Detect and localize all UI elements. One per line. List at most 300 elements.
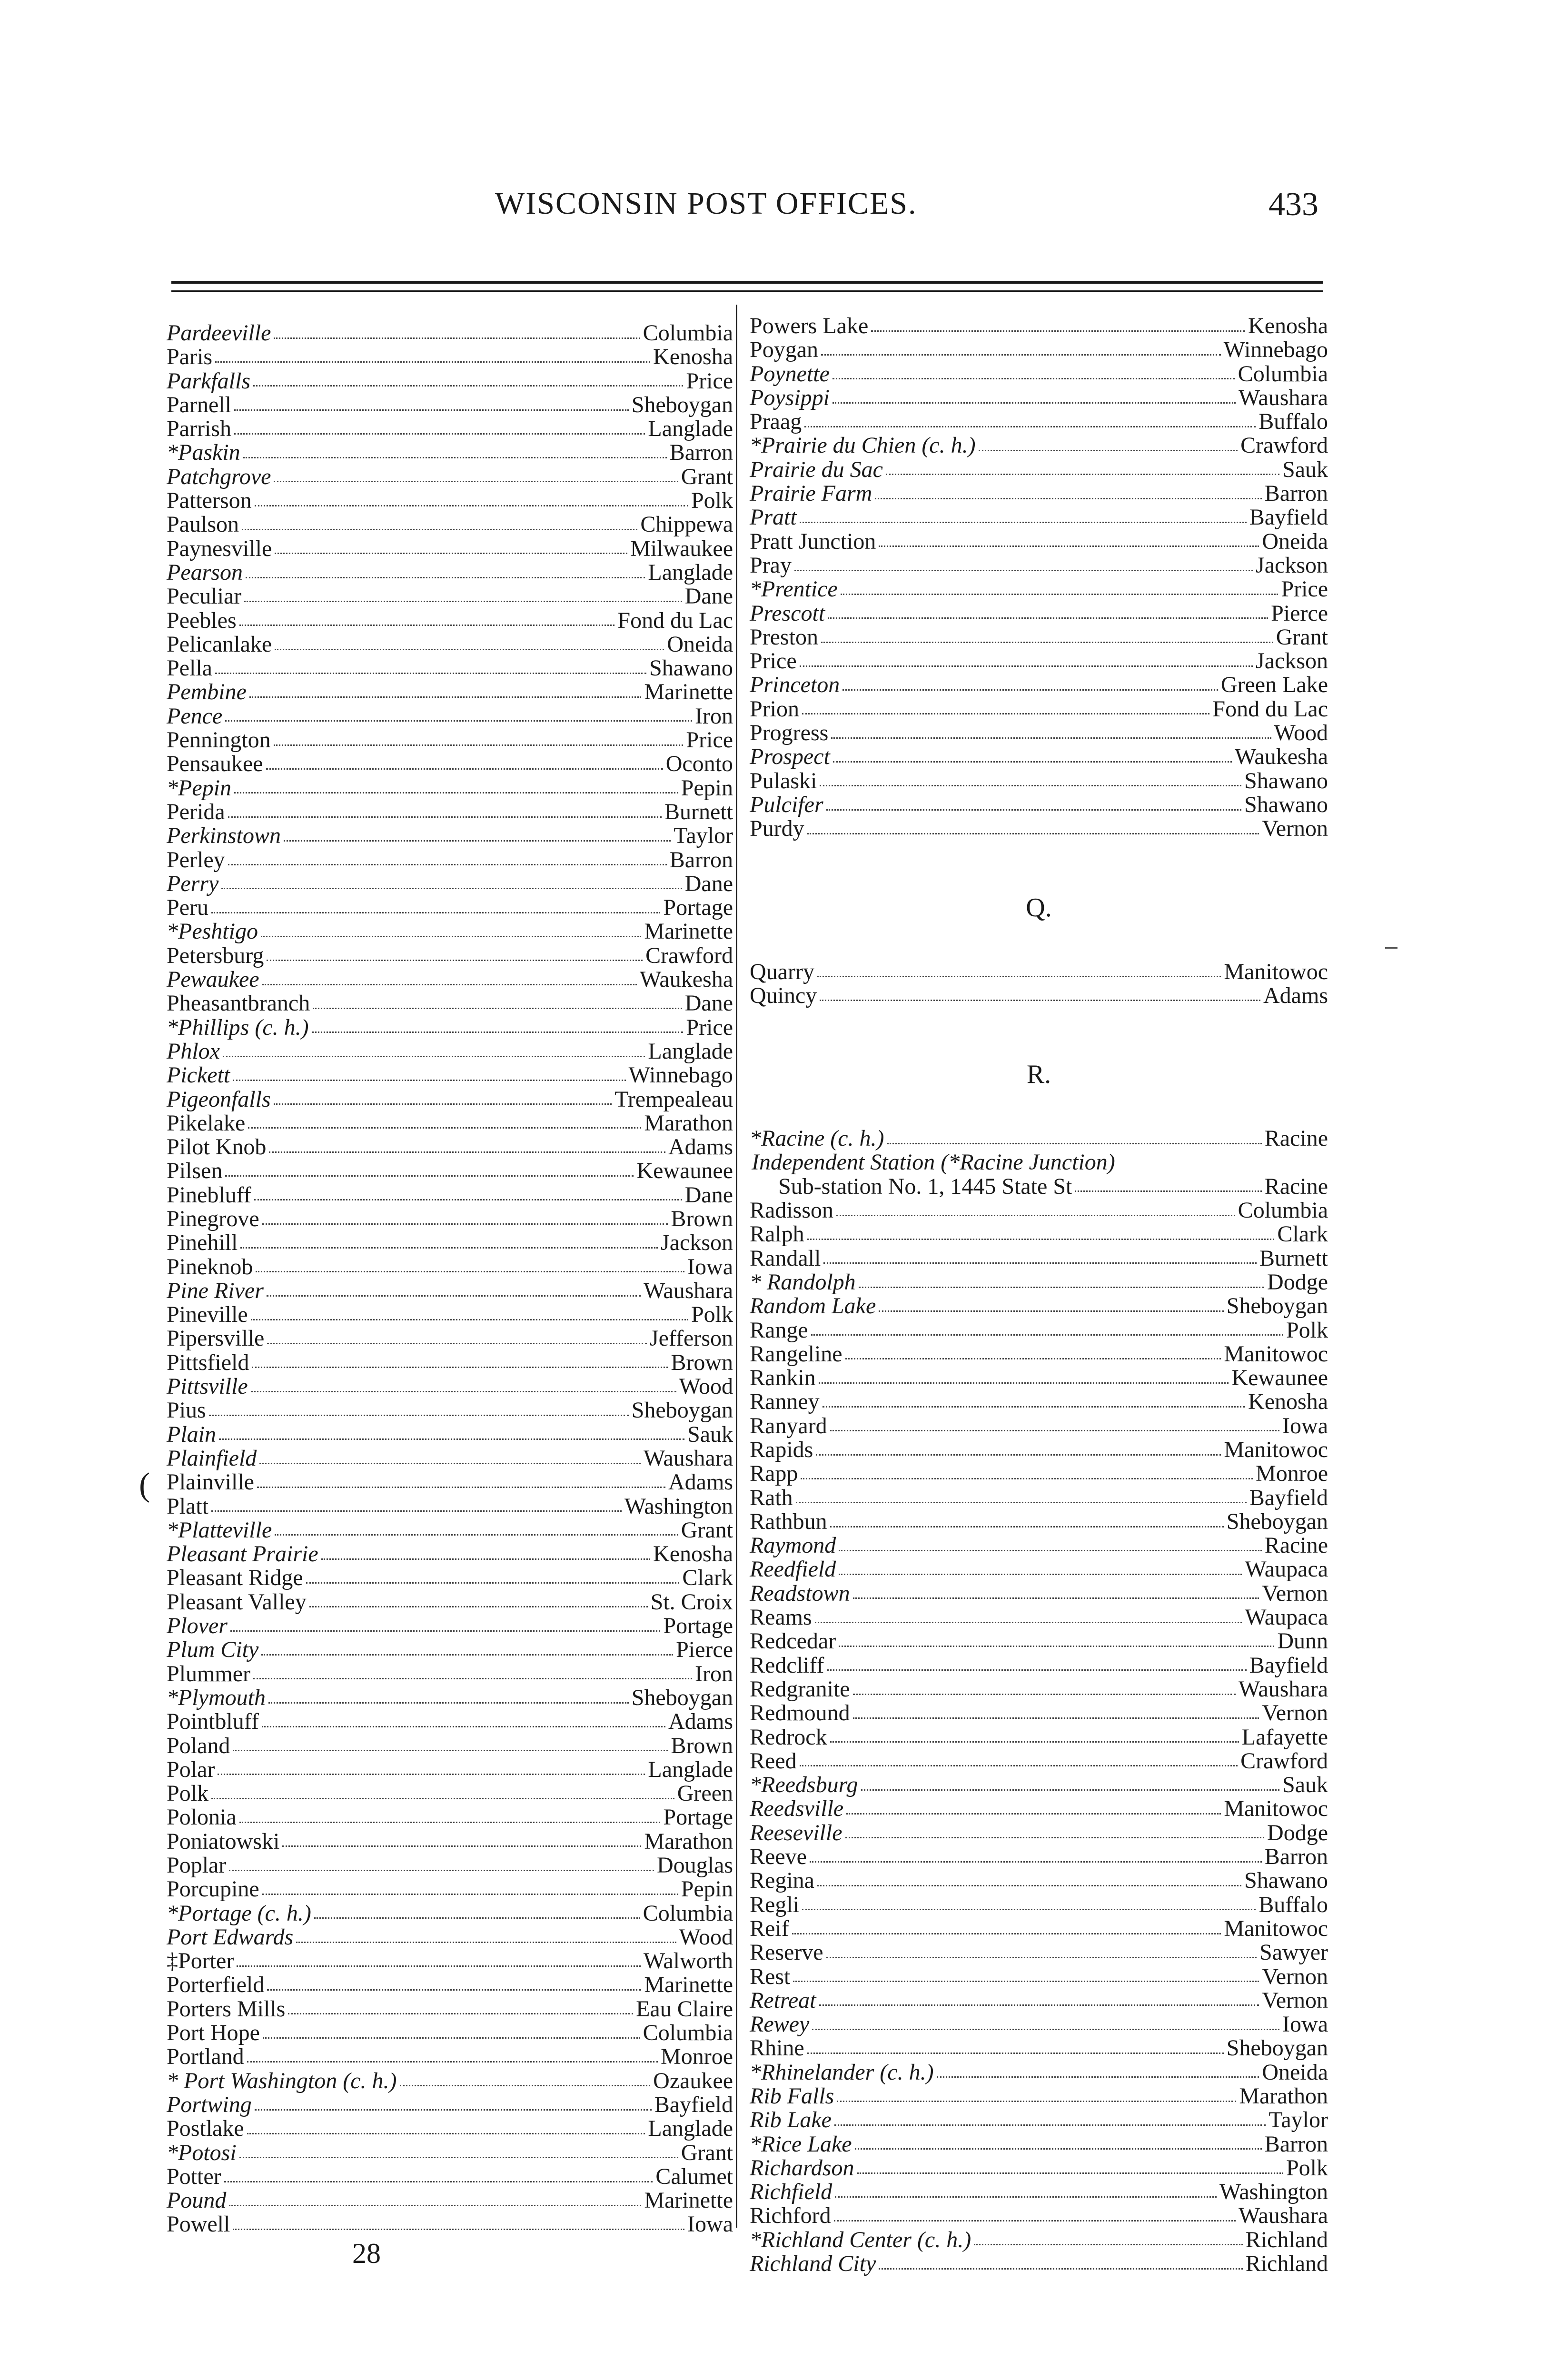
leader-dots (255, 2109, 652, 2111)
leader-dots (826, 809, 1241, 811)
list-item (167, 1518, 733, 1542)
leader-dots (794, 570, 1253, 571)
county-name: Langlade (648, 559, 733, 585)
list-item (167, 1925, 733, 1949)
leader-dots (262, 1726, 665, 1727)
list-item (167, 417, 733, 441)
list-item (167, 1447, 733, 1470)
county-name: Lafayette (1241, 1724, 1328, 1750)
county-name: Dunn (1277, 1628, 1328, 1654)
office-name: Pensaukee (167, 751, 263, 777)
list-item (750, 362, 1328, 386)
list-item (750, 530, 1328, 554)
leader-dots (296, 1942, 676, 1943)
office-name: Plainville (167, 1469, 254, 1495)
county-name: Barron (1264, 2131, 1328, 2157)
list-item (167, 489, 733, 513)
office-name: Pearson (167, 559, 243, 585)
list-item (167, 2045, 733, 2069)
list-item (167, 1638, 733, 1662)
leader-dots (839, 1646, 1274, 1647)
leader-dots (807, 1239, 1275, 1240)
county-name: Crawford (1240, 1748, 1328, 1774)
office-name: Perkinstown (167, 823, 281, 849)
list-item (167, 1016, 733, 1040)
list-item (167, 321, 733, 345)
leader-dots (261, 1654, 673, 1656)
list-item (167, 1877, 733, 1901)
leader-dots (857, 2172, 1283, 2174)
list-item (750, 1247, 1328, 1270)
list-item (750, 506, 1328, 529)
county-name: Marathon (644, 1828, 733, 1854)
list-item (750, 1917, 1328, 1941)
leader-dots (249, 696, 641, 698)
leader-dots (815, 1622, 1242, 1623)
page-number: 433 (1269, 186, 1318, 223)
office-name: Pinehill (167, 1230, 238, 1256)
office-name: Pardeeville (167, 320, 271, 346)
leader-dots (810, 1861, 1262, 1863)
list-item (167, 656, 733, 680)
office-name: Rest (750, 1964, 791, 1989)
list-item (750, 1749, 1328, 1773)
leader-dots (224, 2181, 653, 2182)
list-item (167, 944, 733, 968)
county-name: Chippewa (640, 512, 733, 537)
leader-dots (834, 2124, 1266, 2126)
leader-dots (242, 529, 637, 530)
list-item (750, 1175, 1328, 1199)
office-name: Polk (167, 1781, 209, 1806)
county-name: Barron (669, 440, 733, 466)
list-item (167, 1710, 733, 1734)
county-name: Winnebago (628, 1062, 733, 1088)
office-name: Princeton (750, 672, 840, 698)
county-name: Langlade (648, 1756, 733, 1782)
leader-dots (400, 2085, 651, 2086)
leader-dots (841, 594, 1278, 595)
office-name: Rathbun (750, 1508, 827, 1534)
leader-dots (833, 761, 1232, 763)
office-name: Perley (167, 847, 225, 873)
county-name: Iron (695, 1661, 733, 1686)
office-name: Plummer (167, 1661, 250, 1686)
leader-dots (831, 737, 1271, 739)
leader-dots (251, 1391, 676, 1392)
leader-dots (259, 1463, 641, 1464)
county-name: Racine (1264, 1126, 1328, 1151)
list-item (750, 602, 1328, 625)
office-name: Port Hope (167, 2020, 260, 2046)
leader-dots (229, 1870, 654, 1871)
county-name: Wood (679, 1924, 733, 1950)
county-name: Kenosha (653, 1541, 733, 1567)
leader-dots (827, 1669, 1246, 1671)
leader-dots (812, 2029, 1279, 2030)
leader-dots (842, 689, 1218, 691)
county-name: Bayfield (1249, 505, 1328, 530)
list-item (750, 410, 1328, 434)
county-name: Shawano (1244, 792, 1328, 817)
county-name: Monroe (1256, 1461, 1328, 1487)
list-item (750, 1726, 1328, 1749)
office-name: Patterson (167, 488, 252, 514)
office-name: Polar (167, 1756, 215, 1782)
list-item (750, 1534, 1328, 1557)
county-name: Barron (669, 847, 733, 873)
county-name: Waukesha (1234, 744, 1328, 770)
list-item (750, 1366, 1328, 1390)
list-item (167, 680, 733, 704)
leader-dots (234, 409, 629, 411)
county-name: Shawano (1244, 1868, 1328, 1894)
office-name: Richfield (750, 2179, 832, 2205)
office-name: Reif (750, 1915, 789, 1941)
office-name: Rangeline (750, 1341, 842, 1367)
leader-dots (267, 960, 643, 961)
leader-dots (811, 1334, 1283, 1336)
list-item (167, 1566, 733, 1590)
county-name: Dane (684, 584, 733, 609)
list-item (750, 1319, 1328, 1342)
county-name: Adams (1263, 982, 1328, 1008)
office-name: Rewey (750, 2012, 810, 2037)
county-name: Shawano (649, 655, 733, 681)
county-name: Kewaunee (636, 1158, 733, 1184)
leader-dots (312, 1031, 684, 1033)
list-item (167, 1686, 733, 1710)
leader-dots (288, 2013, 633, 2014)
county-name: Racine (1264, 1533, 1328, 1558)
office-name: Ralph (750, 1221, 804, 1247)
office-name: Pennington (167, 727, 271, 753)
leader-dots (823, 1262, 1257, 1264)
leader-dots (835, 2196, 1217, 2198)
leader-dots (836, 1215, 1235, 1216)
office-name: Rib Lake (750, 2107, 832, 2133)
office-name: *Portage (c. h.) (167, 1900, 311, 1926)
list-item (167, 1183, 733, 1207)
county-name: Jackson (661, 1230, 733, 1256)
leader-dots (267, 1989, 641, 1991)
list-item (750, 721, 1328, 745)
r-entries (750, 1199, 1328, 2276)
county-name: Marathon (1239, 2083, 1328, 2109)
leader-dots (233, 1750, 668, 1751)
right-column (750, 314, 1328, 2276)
office-name: Redrock (750, 1724, 827, 1750)
list-item (750, 1677, 1328, 1701)
office-name: * Port Washington (c. h.) (167, 2068, 397, 2093)
list-item (750, 1486, 1328, 1510)
leader-dots (247, 2133, 645, 2134)
list-item (750, 745, 1328, 769)
leader-dots (267, 1295, 641, 1297)
county-name: Milwaukee (630, 536, 733, 561)
leader-dots (802, 713, 1209, 714)
office-name: Redcedar (750, 1628, 836, 1654)
list-item (167, 920, 733, 943)
office-name: Pilsen (167, 1158, 223, 1184)
county-name: Columbia (1238, 1198, 1328, 1223)
county-name: Portage (663, 1805, 733, 1830)
office-name: Poniatowski (167, 1828, 280, 1854)
leader-dots (807, 2053, 1224, 2054)
list-item (750, 2036, 1328, 2060)
county-name: Grant (681, 2140, 733, 2165)
county-name: Taylor (1269, 2107, 1328, 2133)
office-name: * Randolph (750, 1269, 856, 1295)
leader-dots (234, 792, 678, 793)
county-name: Wood (679, 1374, 733, 1399)
leader-dots (979, 450, 1238, 451)
county-name: Manitowoc (1224, 1341, 1328, 1367)
leader-dots (830, 1430, 1279, 1431)
county-name: Oneida (1262, 2059, 1328, 2085)
county-name: Dodge (1267, 1820, 1328, 1845)
county-name: Pepin (681, 775, 733, 801)
list-item (750, 1438, 1328, 1462)
office-name: Pence (167, 703, 223, 729)
office-name: Radisson (750, 1198, 834, 1223)
header-rule-thin (171, 290, 1323, 292)
leader-dots (839, 1550, 1261, 1551)
office-name: Peebles (167, 607, 237, 633)
list-item (750, 1414, 1328, 1438)
leader-dots (230, 1630, 660, 1632)
leader-dots (820, 785, 1241, 786)
county-name: Green Lake (1220, 672, 1328, 698)
office-name: Prospect (750, 744, 830, 770)
office-name: Portwing (167, 2092, 252, 2117)
office-name: Paynesville (167, 536, 272, 561)
leader-dots (321, 1558, 650, 1560)
county-name: Columbia (1238, 361, 1328, 387)
county-name: Columbia (643, 320, 733, 346)
leader-dots (253, 1678, 692, 1679)
office-name: Reserve (750, 1940, 823, 1965)
leader-dots (275, 1534, 678, 1536)
leader-dots (845, 1837, 1265, 1838)
leader-dots (268, 1702, 629, 1704)
list-item (167, 465, 733, 489)
list-item (750, 1654, 1328, 1677)
leader-dots (819, 2004, 1259, 2006)
office-name: *Potosi (167, 2140, 237, 2165)
leader-dots (800, 1765, 1238, 1766)
office-name: *Racine (c. h.) (750, 1126, 884, 1151)
leader-dots (263, 2037, 640, 2039)
county-name: Richland (1245, 2251, 1328, 2277)
leader-dots (262, 1894, 678, 1895)
list-item (750, 1462, 1328, 1486)
county-name: Kewaunee (1231, 1365, 1328, 1391)
county-name: Oneida (667, 631, 733, 657)
leader-dots (820, 1000, 1260, 1001)
leader-dots (256, 1271, 684, 1272)
county-name: Kenosha (653, 344, 733, 370)
leader-dots (269, 1151, 665, 1153)
list-item (167, 1470, 733, 1494)
county-name: Clark (1277, 1221, 1328, 1247)
county-name: Sauk (1282, 456, 1328, 482)
leader-dots (871, 330, 1245, 332)
leader-dots (861, 1789, 1279, 1791)
county-name: Brown (671, 1206, 733, 1231)
list-item (167, 1279, 733, 1303)
office-name: Powell (167, 2211, 230, 2237)
list-item (750, 577, 1328, 601)
list-item (750, 338, 1328, 362)
leader-dots (240, 1247, 658, 1249)
office-name: Reeseville (750, 1820, 842, 1845)
leader-dots (823, 1406, 1245, 1408)
leader-dots (243, 457, 667, 458)
section-letter-q: Q. (1026, 892, 1052, 922)
list-item (167, 537, 733, 561)
office-name: *Prairie du Chien (c. h.) (750, 433, 976, 458)
office-name: Range (750, 1317, 808, 1343)
leader-dots (802, 1909, 1256, 1910)
office-name: Praag (750, 409, 802, 435)
list-item (750, 314, 1328, 338)
county-name: Adams (668, 1469, 733, 1495)
list-item (167, 1159, 733, 1183)
county-name: Dane (684, 991, 733, 1016)
list-item (750, 1629, 1328, 1653)
list-item (750, 697, 1328, 721)
leader-dots (807, 833, 1259, 834)
office-name: Polonia (167, 1805, 237, 1830)
county-name: Price (686, 727, 733, 753)
leader-dots (821, 354, 1221, 356)
leader-dots (223, 1056, 645, 1057)
list-item (750, 1606, 1328, 1629)
leader-dots (819, 1382, 1229, 1384)
leader-dots (853, 1694, 1236, 1695)
office-name: Richford (750, 2203, 831, 2229)
leader-dots (830, 1526, 1224, 1527)
list-item (750, 649, 1328, 673)
leader-dots (832, 402, 1236, 404)
leader-dots (886, 474, 1279, 475)
signature-mark: 28 (352, 2238, 381, 2269)
leader-dots (274, 337, 640, 339)
office-name: Patchgrove (167, 464, 271, 489)
list-item (167, 1063, 733, 1087)
county-name: Columbia (643, 1900, 733, 1926)
county-name: Bayfield (1249, 1485, 1328, 1510)
county-name: Walworth (643, 1948, 733, 1974)
leader-dots (855, 2148, 1262, 2150)
list-item (167, 1255, 733, 1279)
leader-dots (211, 1510, 622, 1512)
office-name: Prairie du Sac (750, 456, 883, 482)
office-name: Perry (167, 871, 219, 896)
leader-dots (314, 1917, 640, 1919)
office-name: Random Lake (750, 1293, 876, 1319)
office-name: Quarry (750, 959, 814, 984)
office-name: *Rice Lake (750, 2131, 852, 2157)
county-name: Manitowoc (1224, 1796, 1328, 1822)
county-name: Bayfield (1249, 1652, 1328, 1678)
county-name: Sheboygan (631, 392, 733, 417)
leader-dots (875, 498, 1261, 499)
leader-dots (800, 665, 1253, 667)
list-item (167, 2021, 733, 2045)
office-name: Portland (167, 2044, 244, 2070)
leader-dots (274, 481, 678, 482)
county-name: Green (677, 1781, 733, 1806)
list-item (167, 1423, 733, 1447)
list-item (167, 1614, 733, 1638)
list-item (750, 1821, 1328, 1845)
county-name: Adams (668, 1134, 733, 1160)
county-name: Burnett (1259, 1245, 1328, 1271)
county-name: Iowa (1282, 1413, 1328, 1438)
county-name: Oneida (1262, 528, 1328, 554)
list-item (750, 2084, 1328, 2108)
office-name: Richardson (750, 2155, 854, 2181)
leader-dots (792, 1933, 1221, 1934)
office-name: Rankin (750, 1365, 816, 1391)
list-item (750, 458, 1328, 482)
leader-dots (252, 1367, 668, 1368)
list-item (750, 1150, 1328, 1174)
county-name: Manitowoc (1224, 1915, 1328, 1941)
list-item (167, 609, 733, 633)
county-name: Fond du Lac (617, 607, 733, 633)
office-name: Pleasant Valley (167, 1589, 307, 1615)
list-item (167, 2093, 733, 2117)
list-item (167, 2189, 733, 2212)
list-item (750, 1773, 1328, 1797)
county-name: Clark (682, 1565, 733, 1591)
office-name: Pelicanlake (167, 631, 272, 657)
list-item (750, 1510, 1328, 1534)
leader-dots (826, 1957, 1257, 1958)
leader-dots (828, 617, 1268, 619)
county-name: Crawford (645, 942, 733, 968)
office-name: Pius (167, 1398, 206, 1423)
county-name: Racine (1264, 1173, 1328, 1199)
list-item (750, 434, 1328, 457)
office-name: Reedsville (750, 1796, 844, 1822)
county-name: Sawyer (1259, 1940, 1328, 1965)
leader-dots (275, 649, 664, 650)
list-item (167, 968, 733, 992)
list-item (750, 817, 1328, 841)
county-name: Sauk (1282, 1772, 1328, 1798)
list-item (167, 441, 733, 465)
county-name: Shawano (1244, 768, 1328, 793)
leader-dots (218, 1774, 645, 1775)
county-name: Trempealeau (614, 1086, 733, 1112)
office-name: Progress (750, 720, 829, 746)
list-item (750, 1127, 1328, 1150)
q-entries (750, 960, 1328, 1008)
list-item (750, 386, 1328, 410)
list-item (750, 482, 1328, 506)
office-name: Reedfield (750, 1557, 836, 1582)
list-item (167, 1398, 733, 1422)
office-name: *Platteville (167, 1517, 272, 1543)
leader-dots (274, 1103, 612, 1105)
county-name: Langlade (648, 1038, 733, 1064)
office-name: Retreat (750, 1987, 816, 2013)
office-name: Raymond (750, 1533, 836, 1558)
